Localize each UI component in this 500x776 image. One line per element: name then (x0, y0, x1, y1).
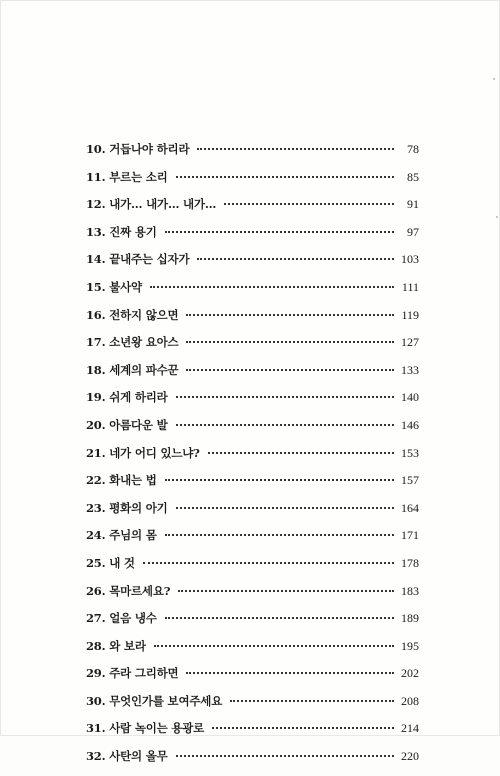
toc-entry (86, 693, 419, 721)
dot-leader (165, 231, 394, 233)
toc-entry-page-number: 133 (401, 362, 419, 377)
toc-entry-page-number: 146 (401, 417, 419, 432)
toc-entry (86, 583, 419, 611)
scan-speck (493, 78, 495, 80)
toc-entry-title: 17. 소년왕 요아스 (86, 335, 179, 350)
dot-leader (197, 148, 394, 150)
toc-entry (86, 527, 419, 555)
toc-entry-title: 31. 사람 녹이는 용광로 (86, 721, 205, 736)
toc-entry-page-number: 195 (401, 638, 419, 653)
table-of-contents (86, 141, 419, 776)
dot-leader (165, 534, 394, 536)
scan-speck (496, 216, 498, 218)
toc-entry (86, 555, 419, 583)
toc-entry-title: 10. 거듭나야 하리라 (86, 142, 190, 156)
toc-entry-page-number: 171 (401, 528, 419, 543)
dot-leader (186, 341, 394, 343)
dot-leader (176, 424, 394, 426)
toc-entry (86, 307, 419, 335)
toc-entry-title: 19. 쉬게 하리라 (86, 390, 168, 405)
toc-entry-page-number: 208 (401, 693, 419, 708)
dot-leader (176, 507, 394, 509)
toc-entry-title: 11. 부르는 소리 (86, 169, 168, 184)
toc-entry-page-number: 91 (407, 197, 419, 212)
toc-entry (86, 362, 419, 390)
dot-leader (186, 369, 394, 371)
toc-entry-page-number: 85 (407, 169, 419, 184)
dot-leader (143, 562, 394, 564)
dot-leader (212, 727, 394, 729)
toc-entry-page-number: 202 (401, 666, 419, 681)
toc-entry (86, 500, 419, 528)
toc-entry (86, 472, 419, 500)
toc-entry-title: 26. 목마르세요? (86, 583, 171, 598)
toc-entry-page-number: 127 (401, 335, 419, 350)
toc-entry-page-number: 220 (401, 749, 419, 764)
dot-leader (176, 176, 394, 178)
toc-entry-title: 14. 끝내주는 십자가 (86, 252, 190, 267)
toc-entry-title: 16. 전하지 않으면 (86, 307, 179, 322)
toc-entry (86, 251, 419, 279)
toc-entry-title: 18. 세계의 파수꾼 (86, 362, 179, 377)
toc-entry-title: 12. 내가… 내가… 내가… (86, 197, 217, 212)
toc-entry-page-number: 183 (401, 583, 419, 598)
toc-entry (86, 720, 419, 748)
toc-entry-title: 30. 무엇인가를 보여주세요 (86, 693, 223, 708)
toc-entry-title: 28. 와 보라 (86, 638, 146, 653)
toc-entry-title: 15. 불사약 (86, 279, 142, 294)
dot-leader (176, 755, 394, 757)
toc-entry-page-number: 119 (401, 307, 419, 322)
toc-entry (86, 610, 419, 638)
toc-entry (86, 334, 419, 362)
dot-leader (224, 203, 394, 205)
toc-entry (86, 638, 419, 666)
toc-entry (86, 279, 419, 307)
toc-entry-title: 32. 사탄의 올무 (86, 749, 168, 764)
dot-leader (197, 258, 394, 260)
toc-entry-page-number: 103 (401, 252, 419, 267)
toc-entry (86, 665, 419, 693)
dot-leader (178, 590, 394, 592)
dot-leader (186, 314, 394, 316)
toc-entry (86, 224, 419, 252)
toc-entry-page-number: 153 (401, 445, 419, 460)
toc-entry (86, 445, 419, 473)
toc-entry-page-number: 97 (407, 224, 419, 239)
toc-entry-title: 25. 내 것 (86, 555, 135, 570)
dot-leader (154, 645, 394, 647)
dot-leader (208, 452, 394, 454)
toc-entry-title: 23. 평화의 아기 (86, 500, 168, 515)
toc-entry-title: 20. 아름다운 발 (86, 417, 168, 432)
toc-entry-page-number: 111 (401, 279, 419, 294)
toc-entry-page-number: 189 (401, 611, 419, 626)
toc-entry (86, 169, 419, 197)
toc-entry (86, 417, 419, 445)
toc-entry-page-number: 140 (401, 390, 419, 405)
dot-leader (165, 479, 394, 481)
toc-entry-page-number: 164 (401, 500, 419, 515)
dot-leader (165, 617, 394, 619)
toc-entry-title: 24. 주님의 몸 (86, 528, 157, 543)
toc-entry-title: 13. 진짜 용기 (86, 224, 157, 239)
dot-leader (176, 396, 394, 398)
dot-leader (186, 672, 394, 674)
dot-leader (150, 286, 394, 288)
toc-entry-title: 29. 주라 그리하면 (86, 666, 179, 681)
toc-entry (86, 748, 419, 776)
toc-entry-page-number: 78 (407, 142, 419, 156)
toc-entry (86, 196, 419, 224)
toc-entry-title: 27. 얼음 냉수 (86, 611, 157, 626)
toc-entry-title: 22. 화내는 법 (86, 473, 157, 488)
dot-leader (230, 700, 394, 702)
toc-entry-page-number: 178 (401, 555, 419, 570)
toc-entry-page-number: 214 (401, 721, 419, 736)
toc-entry (86, 141, 419, 169)
toc-entry-title: 21. 네가 어디 있느냐? (86, 445, 200, 460)
toc-entry-page-number: 157 (401, 473, 419, 488)
toc-entry (86, 389, 419, 417)
